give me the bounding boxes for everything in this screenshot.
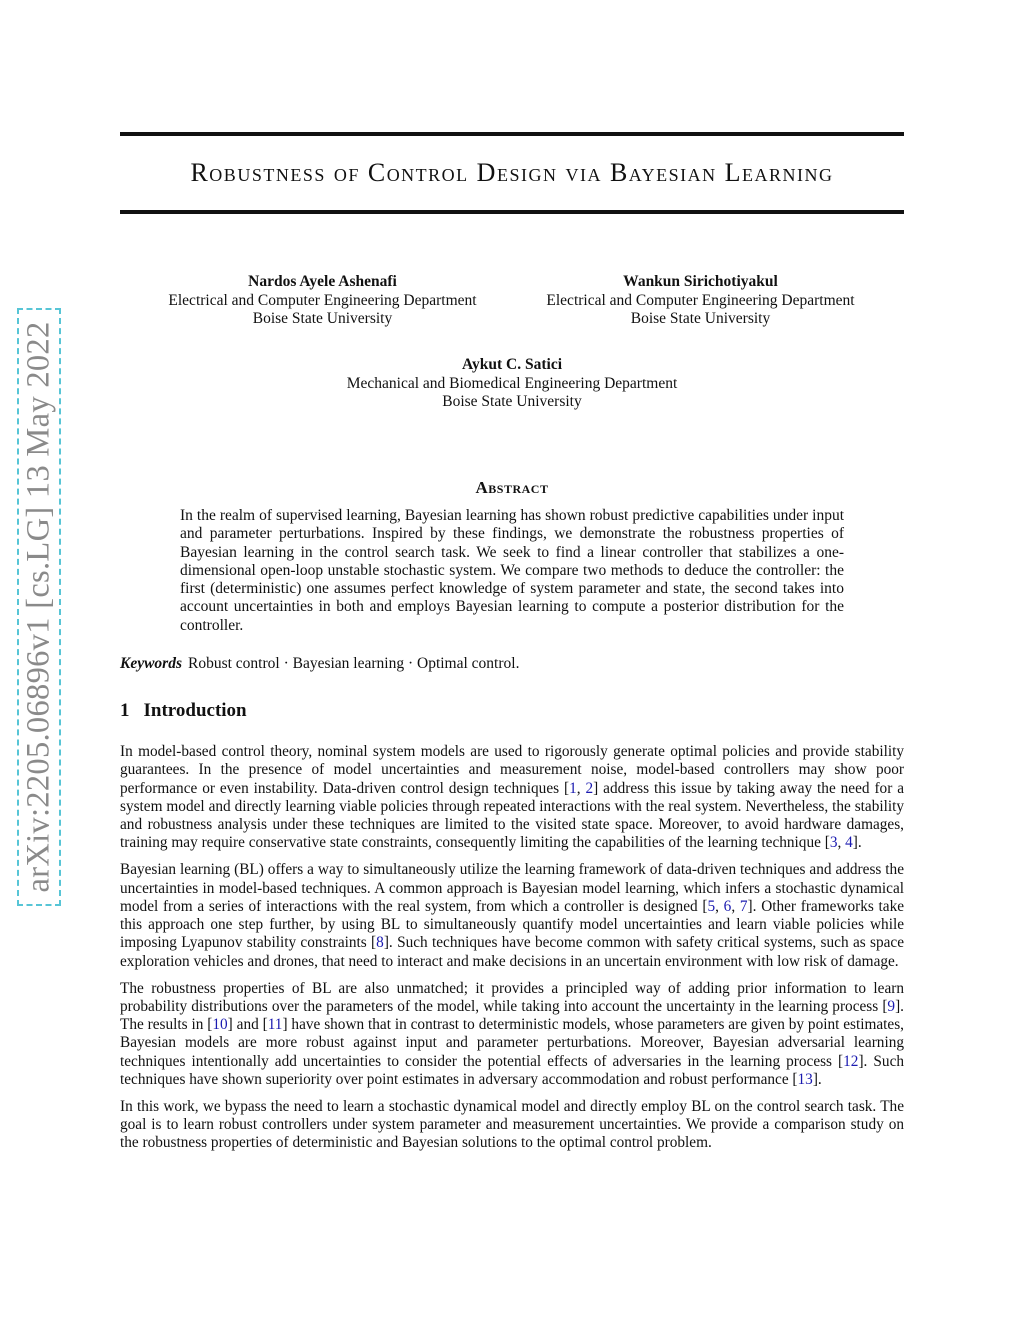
keywords-line bbox=[120, 655, 904, 673]
body-paragraph bbox=[120, 743, 904, 853]
author-name: Wankun Sirichotiyakul bbox=[623, 273, 778, 290]
abstract-heading: Abstract bbox=[475, 478, 549, 497]
arxiv-stamp bbox=[17, 308, 61, 906]
section-title: Introduction bbox=[143, 700, 247, 721]
citation-link[interactable]: 6 bbox=[723, 897, 732, 915]
section-body bbox=[120, 743, 904, 1161]
paragraph-text: Bayesian learning (BL) offers a way to simultaneously utilize the learning framework of data-driven techniques and address the uncertainties in model-based techniques. A common approach is Bayesian model learning, which infers a stochastic dynamical model from a series of interactions with the real system, from which a controller is designed [ bbox=[120, 861, 904, 915]
body-paragraph bbox=[120, 980, 904, 1090]
author-university: Boise State University bbox=[252, 310, 393, 327]
title-rule-bottom bbox=[120, 210, 904, 214]
section-heading bbox=[120, 700, 247, 722]
author-university: Boise State University bbox=[442, 393, 582, 410]
author-department: Electrical and Computer Engineering Department bbox=[546, 291, 855, 309]
citation-link[interactable]: 1 bbox=[569, 779, 577, 797]
citation-link[interactable]: 3 bbox=[829, 834, 838, 852]
paragraph-text: ]. Such techniques have shown superiority over point estimates in adversary accommodation and robust performance [ bbox=[120, 1052, 905, 1089]
paragraph-text: ]. Such techniques have become common with safety critical systems, such as space exploration vehicles and drones, that need to interact and make decisions in an uncertain environment with low risk of damage. bbox=[120, 934, 904, 970]
paper-title: Robustness of Control Design via Bayesian Learning bbox=[190, 158, 834, 187]
paragraph-text: ]. bbox=[812, 1071, 822, 1089]
author-name: Aykut C. Satici bbox=[461, 356, 563, 373]
paragraph-text: In model-based control theory, nominal system models are used to rigorously generate optimal policies and provide stability guarantees. In the presence of model uncertainties and measurement noise, model-based controllers may show poor performance or even instability. Data-driven control design techniques [ bbox=[120, 743, 904, 797]
paragraph-text: ] address this issue by taking away the need for a system model and directly learning viable policies through repeated interactions with the real system. Nevertheless, the stability and robustness analysis under these techniques are limited to the visited state space. Moreover, to avoid hardware damages, training may require conservative state constraints, consequently limiting the capabilities of the learning technique [ bbox=[120, 779, 904, 852]
author-department: Mechanical and Biomedical Engineering Department bbox=[346, 374, 678, 392]
paragraph-text: ] have shown that in contrast to deterministic models, whose parameters are given by point estimates, Bayesian models are more robust against input and parameter perturbations. Moreover, Bayesian adversarial learning techniques intentionally add uncertainties to consider the potential effects of adversaries in the learning process [ bbox=[120, 1016, 904, 1070]
author-department: Electrical and Computer Engineering Department bbox=[168, 291, 477, 309]
citation-link[interactable]: 2 bbox=[585, 779, 594, 797]
author-name: Nardos Ayele Ashenafi bbox=[248, 273, 397, 290]
abstract-text: In the realm of supervised learning, Bayesian learning has shown robust predictive capabilities under input and parameter perturbations. Inspired by these findings, we demonstrate the robustness properties of Bayesian learning in the control search task. We seek to find a linear controller that stabilizes a one-dimensional open-loop unstable stochastic system. We compare two methods to deduce the controller: the first (deterministic) one assumes perfect knowledge of system parameter and state, the second takes into account uncertainties in both and employs Bayesian learning to compute a posterior distribution for the controller. bbox=[180, 507, 844, 634]
keywords-text: Robust control · Bayesian learning · Optimal control. bbox=[188, 655, 520, 672]
keywords-label: Keywords bbox=[120, 655, 182, 672]
paragraph-text: ]. Other frameworks take this approach one step further, by using BL to simultaneously quantify model uncertainties and learn viable policies while imposing Lyapunov stability constraints [ bbox=[120, 897, 905, 952]
section-number: 1 bbox=[120, 700, 130, 721]
author-block bbox=[518, 273, 883, 329]
body-paragraph bbox=[120, 1098, 904, 1153]
citation-link[interactable]: 11 bbox=[267, 1016, 283, 1034]
citation-link[interactable]: 5 bbox=[707, 897, 716, 915]
author-university: Boise State University bbox=[630, 310, 771, 327]
paragraph-text: The robustness properties of BL are also unmatched; it provides a principled way of adding prior information to learn probability distributions over the parameters of the model, while taking into account the uncertainty in the learning process [ bbox=[120, 979, 904, 1015]
author-block bbox=[140, 273, 505, 329]
author-block bbox=[300, 356, 724, 412]
body-paragraph bbox=[120, 861, 904, 971]
paragraph-text: , bbox=[837, 834, 846, 852]
citation-link[interactable]: 7 bbox=[739, 897, 748, 915]
citation-link[interactable]: 4 bbox=[845, 834, 853, 852]
paragraph-text: , bbox=[576, 779, 586, 797]
citation-link[interactable]: 12 bbox=[843, 1052, 859, 1070]
citation-link[interactable]: 10 bbox=[212, 1016, 228, 1034]
paragraph-text: ] and [ bbox=[227, 1016, 268, 1034]
paragraph-text: ]. bbox=[852, 834, 862, 852]
citation-link[interactable]: 9 bbox=[887, 997, 896, 1015]
title-rule-top bbox=[120, 132, 904, 136]
arxiv-identifier: arXiv:2205.06896v1 [cs.LG] 13 May 2022 bbox=[20, 321, 57, 893]
citation-link[interactable]: 8 bbox=[376, 934, 384, 952]
paragraph-text: , bbox=[715, 897, 724, 915]
paragraph-text: ]. The results in [ bbox=[120, 997, 904, 1034]
citation-link[interactable]: 13 bbox=[797, 1071, 813, 1089]
paragraph-text: In this work, we bypass the need to learn a stochastic dynamical model and directly employ BL on the control search task. The goal is to learn robust controllers under system parameter and measurement uncertainties. We provide a comparison study on the robustness properties of deterministic and Bayesian solutions to the optimal control problem. bbox=[120, 1097, 904, 1152]
paragraph-text: , bbox=[731, 897, 740, 915]
